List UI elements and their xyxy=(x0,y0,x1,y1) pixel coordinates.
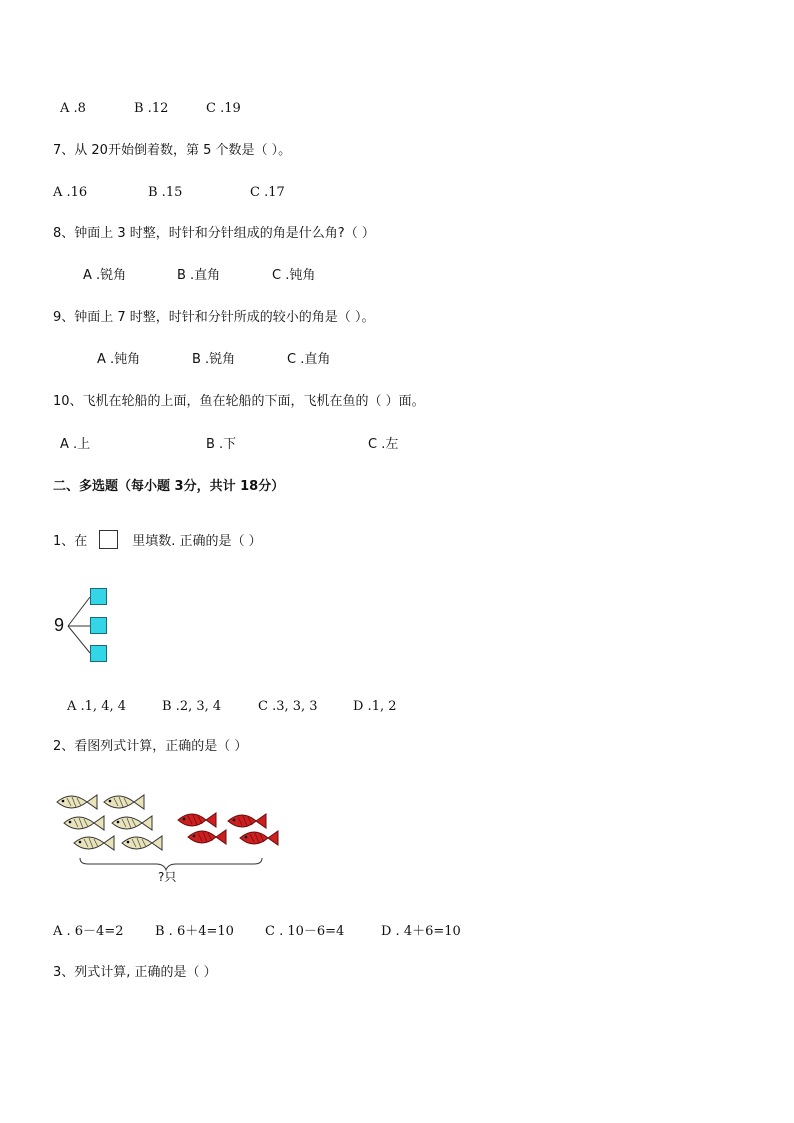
q10-question: 10、飞机在轮船的上面，鱼在轮船的下面，飞机在鱼的（ ）面。 xyxy=(53,394,425,409)
q8-question: 8、钟面上 3 时整，时针和分针组成的角是什么角?（ ） xyxy=(53,226,375,241)
fish-left-3 xyxy=(64,816,104,830)
fish-left-4 xyxy=(112,816,152,830)
mq2-question: 2、看图列式计算，正确的是（ ） xyxy=(53,739,248,754)
q10-option-b[interactable]: B .下 xyxy=(206,437,237,452)
q9-option-a[interactable]: A .钝角 xyxy=(97,352,141,367)
mq1-option-a[interactable]: A .1, 4, 4 xyxy=(67,699,126,714)
mq2-option-a[interactable]: A . 6－4=2 xyxy=(53,924,124,939)
q9-option-b[interactable]: B .锐角 xyxy=(192,352,236,367)
bond-box-bottom xyxy=(90,645,107,662)
q7-question: 7、从 20开始倒着数，第 5 个数是（ ）。 xyxy=(53,143,292,158)
bond-total-number: 9 xyxy=(54,615,65,635)
q10-option-c[interactable]: C .左 xyxy=(368,437,399,452)
fish-left-2 xyxy=(104,795,144,809)
mq1-text-before: 1、在 xyxy=(53,534,88,549)
q7-option-c[interactable]: C .17 xyxy=(250,185,285,200)
fish-left-5 xyxy=(74,836,114,850)
q6-option-b[interactable]: B .12 xyxy=(134,101,169,116)
q6-option-c[interactable]: C .19 xyxy=(206,101,241,116)
fish-picture xyxy=(52,788,284,888)
mq1-option-c[interactable]: C .3, 3, 3 xyxy=(258,699,318,714)
q6-option-a[interactable]: A .8 xyxy=(60,101,86,116)
fish-left-6 xyxy=(122,836,162,850)
brace-label: ?只 xyxy=(158,870,177,884)
fish-right-4 xyxy=(240,831,278,845)
q8-option-b[interactable]: B .直角 xyxy=(177,268,221,283)
mq2-option-c[interactable]: C . 10－6=4 xyxy=(265,924,345,939)
mq1-question xyxy=(53,530,262,551)
bond-box-middle xyxy=(90,617,107,634)
fish-right-3 xyxy=(188,830,226,844)
fish-left-1 xyxy=(57,795,97,809)
bond-box-top xyxy=(90,588,107,605)
q8-option-c[interactable]: C .钝角 xyxy=(272,268,316,283)
q7-option-a[interactable]: A .16 xyxy=(53,185,88,200)
mq3-question: 3、列式计算, 正确的是（ ） xyxy=(53,965,217,980)
mq1-option-b[interactable]: B .2, 3, 4 xyxy=(162,699,222,714)
q8-option-a[interactable]: A .锐角 xyxy=(83,268,127,283)
number-bond-diagram xyxy=(52,580,122,672)
q9-question: 9、钟面上 7 时整，时针和分针所成的较小的角是（ ）。 xyxy=(53,310,375,325)
q7-option-b[interactable]: B .15 xyxy=(148,185,183,200)
q9-option-c[interactable]: C .直角 xyxy=(287,352,331,367)
fish-right-2 xyxy=(228,814,266,828)
section-heading: 二、多选题（每小题 3分，共计 18分） xyxy=(53,479,285,494)
fish-right-1 xyxy=(178,813,216,827)
mq2-option-d[interactable]: D . 4＋6=10 xyxy=(381,924,461,939)
mq1-option-d[interactable]: D .1, 2 xyxy=(353,699,397,714)
mq1-text-after: 里填数. 正确的是（ ） xyxy=(132,534,262,549)
mq2-option-b[interactable]: B . 6＋4=10 xyxy=(155,924,234,939)
blank-box-icon xyxy=(99,530,118,549)
q10-option-a[interactable]: A .上 xyxy=(60,437,91,452)
